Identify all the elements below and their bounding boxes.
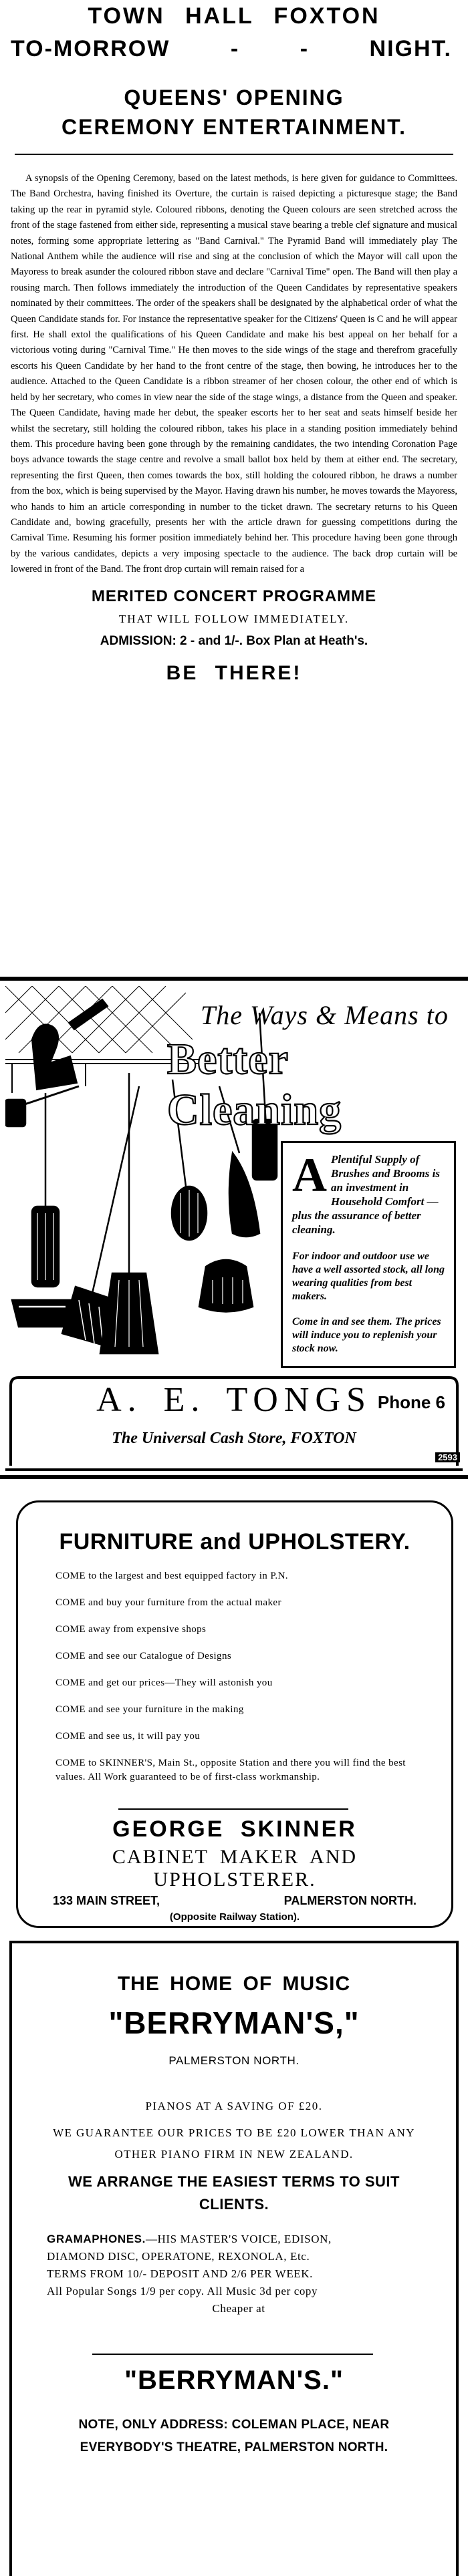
list-item: COME and see your furniture in the making: [55, 1704, 244, 1715]
opposite-station: (Opposite Railway Station).: [169, 1911, 300, 1923]
come-list: [55, 1569, 423, 1796]
queens-heading-1: QUEENS' OPENING: [124, 86, 344, 110]
divider: [15, 154, 453, 155]
drop-cap: A: [292, 1148, 327, 1202]
easy-terms: WE ARRANGE THE EASIEST TERMS TO SUIT CLIENTS.: [68, 2173, 400, 2213]
ad-code: 2593: [435, 1452, 460, 1462]
pianos-saving: PIANOS AT A SAVING OF £20.: [145, 2100, 323, 2112]
tongs-phone: Phone 6: [377, 1392, 445, 1412]
info-paragraph-2: For indoor and outdoor use we have a well assorted stock, all long wearing qualities from best makers.: [292, 1251, 445, 1302]
gramaphones-block: [47, 2231, 431, 2317]
ways-means-headline: The Ways & Means to: [201, 1000, 449, 1030]
synopsis-body: A synopsis of the Opening Ceremony, based on the latest methods, is here given for guidance to Committees. The Band Orchestra, having finished its Overture, the curtain is raised depicting a picturesque stage; the Band taking up the rear in pyramid style. Coloured ribbons, denoting the Queen colours are seen stretched across the front of the stage fastened from either side, representing a musical stave bearing a treble clef signature and musical notes, forming some appropriate lettering as "Band Carnival." The Pyramid Band will immediately play The National Anthem while the audience will rise and sing at the conclusion of which the Mayor will call upon the Mayoress to break asunder the coloured ribbon stave and declare "Carnival Time" open. The Band will then play a rousing march. Then follows immediately the introduction of the Queen Candidates by representative speakers nominated by their committees. The order of the speakers shall be designated by the alphabetical order of what the Queen Candidate stands for. For instance the representative speaker for the Citizens' Queen is C and he will appear first. He shall extol the qualifications of his Queen Candidate and make his best appeal on her behalf for a victorious voting during "Carnival Time." He then moves to the side wings of the stage and therefrom gracefully escorts his Queen Candidate by her hand to the front centre of the stage, then bowing, he introduces her to the audience. Attached to the Queen Candidate is a ribbon streamer of her chosen colour, the other end of which is held by her secretary, who comes in view near the side of the stage wings, a distance from the Queen and speaker. The Queen Candidate, having made her debut, the speaker escorts her to her seat and seats himself beside her whilst the secretary, still holding the coloured ribbon, takes his place in a standing position immediately behind them. This procedure having been gone through by the remaining candidates, the two intending Coronation Page boys advance towards the stage centre and revolve a small ballot box held by them at either end. The secretary, representing the first Queen, then comes towards the box, still holding the coloured ribbon, he draws a number from the box, which is being supervised by the Mayor. Having drawn his number, he moves towards the Mayoress, who hands to him an article corresponding in number to the ticket drawn. The secretary returns to his Queen Candidate and, bowing gracefully, presents her with the article drawn for guessing competitions during the Carnival Time. Resuming his former position immediately behind her. This procedure having been gone through by the various candidates, depicts a very imposing spectacle to the audience. The back drop curtain will be lowered in front of the Band. The front drop curtain will remain raised for a: [11, 173, 457, 575]
furniture-advertisement: [16, 1500, 453, 1928]
tongs-advertisement: [0, 977, 468, 1479]
address-city: PALMERSTON NORTH.: [283, 1894, 417, 1907]
list-item: COME to SKINNER'S, Main St., opposite Station and there you will find the best values. All Work guaranteed to be of first-class workmanship.: [55, 1758, 406, 1782]
list-item: COME to the largest and best equipped factory in P.N.: [55, 1571, 288, 1581]
tomorrow-night-line: [7, 32, 461, 65]
list-item: COME and see us, it will pay you: [55, 1731, 201, 1742]
list-item: COME and buy your furniture from the actual maker: [55, 1597, 281, 1608]
tomorrow-label: TO-MORROW: [11, 36, 170, 61]
divider: [118, 1808, 348, 1810]
furniture-title: FURNITURE and UPHOLSTERY.: [59, 1529, 411, 1555]
dash-1: -: [230, 36, 240, 61]
gram-line-5: Cheaper at: [212, 2302, 265, 2315]
dash-2: -: [300, 36, 310, 61]
address-note: [28, 2414, 440, 2459]
berryman-city: PALMERSTON NORTH.: [168, 2054, 300, 2067]
tongs-name-banner: [5, 1372, 463, 1472]
skinner-address: [53, 1894, 417, 1908]
town-hall-title: TOWN HALL FOXTON: [88, 3, 380, 29]
gram-line-1: —HIS MASTER'S VOICE, EDISON,: [145, 2233, 332, 2245]
list-item: COME away from expensive shops: [55, 1624, 207, 1635]
merited-concert-heading: MERITED CONCERT PROGRAMME: [91, 587, 377, 605]
note-line-2: EVERYBODY'S THEATRE, PALMERSTON NORTH.: [80, 2440, 388, 2454]
follow-line: THAT WILL FOLLOW IMMEDIATELY.: [118, 612, 350, 625]
tongs-tagline: The Universal Cash Store, FOXTON: [112, 1430, 356, 1447]
info-paragraph-1: Plentiful Supply of Brushes and Brooms is an investment in Household Comfort — plus the assurance of better cleaning.: [292, 1153, 440, 1236]
list-item: COME and see our Catalogue of Designs: [55, 1651, 232, 1661]
brushes-info-box: [281, 1141, 456, 1368]
berryman-advertisement: [9, 1941, 459, 2576]
home-of-music: THE HOME OF MUSIC: [117, 1973, 351, 1995]
divider: [92, 2354, 373, 2355]
gram-line-4: All Popular Songs 1/9 per copy. All Music 3d per copy: [47, 2285, 318, 2297]
gram-line-2: DIAMOND DISC, OPERATONE, REXONOLA, Etc.: [47, 2250, 310, 2263]
better-cleaning-headline: Better Cleaning: [167, 1035, 342, 1134]
admission-line: ADMISSION: 2 - and 1/-. Box Plan at Heath's.: [100, 633, 368, 648]
role-line-2: UPHOLSTERER.: [153, 1869, 316, 1891]
price-guarantee: WE GUARANTEE OUR PRICES TO BE £20 LOWER THAN ANY OTHER PIANO FIRM IN NEW ZEALAND.: [53, 2126, 415, 2160]
gramaphones-lead: GRAMAPHONES.: [47, 2233, 146, 2245]
info-paragraph-3: Come in and see them. The prices will induce you to replenish your stock now.: [292, 1316, 441, 1354]
berryman-brand: "BERRYMAN'S,": [108, 2005, 360, 2040]
berryman-brand-2: "BERRYMAN'S.": [124, 2366, 344, 2395]
night-label: NIGHT.: [369, 36, 452, 61]
address-street: 133 MAIN STREET,: [53, 1894, 160, 1907]
gram-line-3: TERMS FROM 10/- DEPOSIT AND 2/6 PER WEEK.: [47, 2267, 314, 2280]
be-there-slogan: BE THERE!: [166, 661, 302, 684]
list-item: COME and get our prices—They will astonish you: [55, 1677, 273, 1688]
role-line-1: CABINET MAKER AND: [112, 1846, 358, 1868]
tongs-name: A. E. TONGS: [96, 1381, 372, 1419]
town-hall-notice: [7, 0, 461, 959]
skinner-role: [18, 1846, 451, 1891]
note-line-1: NOTE, ONLY ADDRESS: COLEMAN PLACE, NEAR: [78, 2418, 390, 2432]
queens-heading-2: CEREMONY ENTERTAINMENT.: [62, 115, 406, 139]
skinner-name: GEORGE SKINNER: [112, 1816, 357, 1842]
